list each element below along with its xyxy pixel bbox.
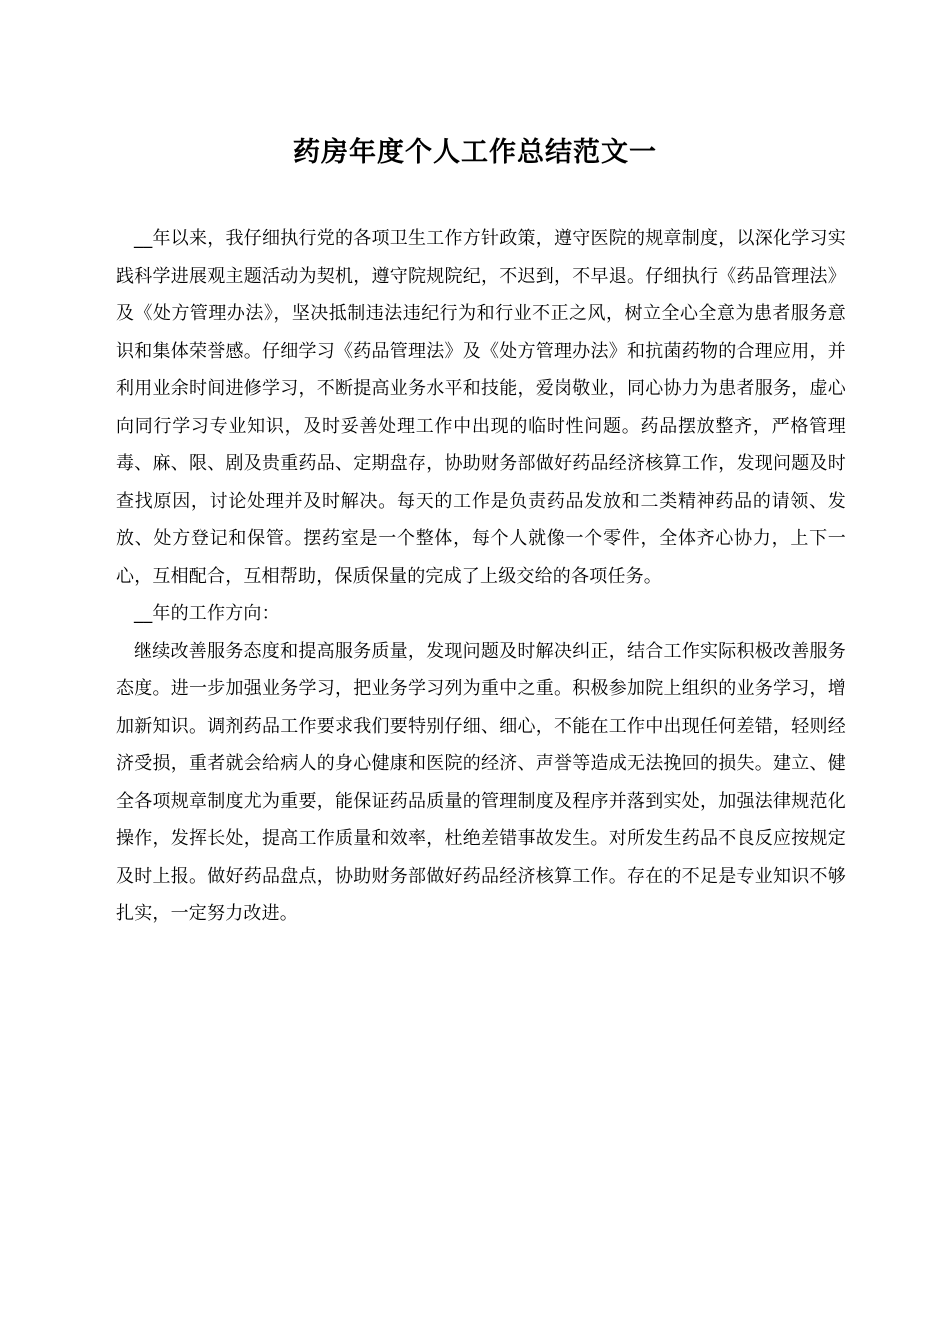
document-body (116, 220, 846, 933)
paragraph-work-direction: 继续改善服务态度和提高服务质量，发现问题及时解决纠正，结合工作实际积极改善服务态度。进一步加强业务学习，把业务学习列为重中之重。积极参加院上组织的业务学习，增加新知识。调剂药品工作要求我们要特别仔细、细心，不能在工作中出现任何差错，轻则经济受损，重者就会给病人的身心健康和医院的经济、声誉等造成无法挽回的损失。建立、健全各项规章制度尤为重要，能保证药品质量的管理制度及程序并落到实处，加强法律规范化操作，发挥长处，提高工作质量和效率，杜绝差错事故发生。对所发生药品不良反应按规定及时上报。做好药品盘点，协助财务部做好药品经济核算工作。存在的不足是专业知识不够扎实，一定努力改进。 (116, 640, 846, 924)
paragraph-summary: __年以来，我仔细执行党的各项卫生工作方针政策，遵守医院的规章制度，以深化学习实践科学进展观主题活动为契机，遵守院规院纪，不迟到，不早退。仔细执行《药品管理法》及《处方管理办法》，坚决抵制违法违纪行为和行业不正之风，树立全心全意为患者服务意识和集体荣誉感。仔细学习《药品管理法》及《处方管理办法》和抗菌药物的合理应用，并利用业余时间进修学习，不断提高业务水平和技能，爱岗敬业，同心协力为患者服务，虚心向同行学习专业知识，及时妥善处理工作中出现的临时性问题。药品摆放整齐，严格管理毒、麻、限、剧及贵重药品、定期盘存，协助财务部做好药品经济核算工作，发现问题及时查找原因，讨论处理并及时解决。每天的工作是负责药品发放和二类精神药品的请领、发放、处方登记和保管。摆药室是一个整体，每个人就像一个零件，全体齐心协力，上下一心，互相配合，互相帮助，保质保量的完成了上级交给的各项任务。 (116, 228, 846, 587)
paragraph-heading-direction: __年的工作方向： (134, 603, 280, 624)
document-title: 药房年度个人工作总结范文一 (293, 137, 657, 168)
